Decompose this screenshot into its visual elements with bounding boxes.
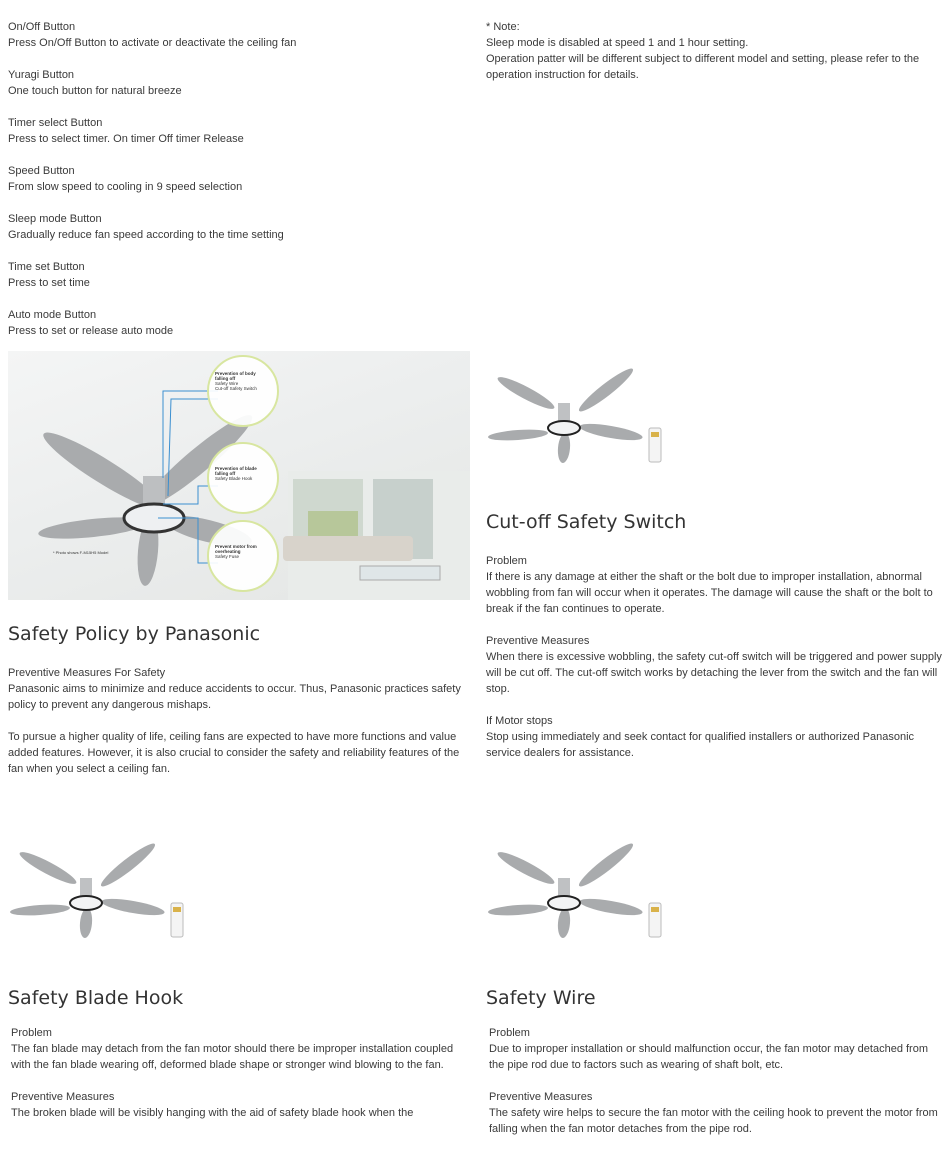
remote-button-list [8,19,468,355]
button-item [8,115,468,147]
section-paragraph: The broken blade will be visibly hanging with the aid of safety blade hook when the [11,1107,414,1119]
callout-motor [215,544,270,559]
fan-product-image [486,368,676,473]
fan-product-image [486,843,676,948]
button-label: Auto mode Button [8,309,97,321]
callout-item: Cut-off Safety Switch [215,386,257,391]
policy-title: Safety Policy by Panasonic [8,623,261,645]
button-label: On/Off Button [8,21,76,33]
button-desc: From slow speed to cooling in 9 speed selection [8,181,243,193]
button-desc: Press to set or release auto mode [8,325,174,337]
policy-text [8,665,463,793]
remote-display [651,907,659,912]
sofa [283,536,413,561]
section-label: Problem [489,1027,530,1039]
cutoff-title: Cut-off Safety Switch [486,511,687,533]
section-label: Problem [11,1027,52,1039]
policy-paragraph: Panasonic aims to minimize and reduce accidents to occur. Thus, Panasonic practices safety policy to prevent any dangerous mishaps. [8,683,461,711]
coffee-table [360,566,440,580]
section-paragraph: The fan blade may detach from the fan motor should there be improper installation coupled with the fan blade wearing off, deformed blade shape or stronger wind blowing to the fan. [11,1043,454,1071]
fan-motor [548,896,580,910]
fan-motor [70,896,102,910]
button-desc: Press On/Off Button to activate or deactivate the ceiling fan [8,37,297,49]
note-line: Operation patter will be different subject to different model and setting, please refer to the operation instruction for details. [486,53,920,81]
button-item [8,259,468,291]
wire-title: Safety Wire [486,987,596,1009]
section-paragraph: The safety wire helps to secure the fan motor with the ceiling hook to prevent the motor from falling when the fan motor detaches from the pipe rod. [489,1107,938,1135]
button-item [8,211,468,243]
fan-illustration [486,843,676,948]
section-paragraph: When there is excessive wobbling, the safety cut-off switch will be triggered and power supply will be cut off. The cut-off switch works by detaching the lever from the switch and the fan will stop. [486,651,942,695]
section-label: Problem [486,555,527,567]
button-desc: One touch button for natural breeze [8,85,182,97]
button-label: Time set Button [8,261,85,273]
bladehook-text [11,1025,471,1137]
button-label: Sleep mode Button [8,213,102,225]
remote-display [651,432,659,437]
button-label: Timer select Button [8,117,103,129]
callout-title: Prevention of body falling off [215,371,256,381]
section-label: Preventive Measures [489,1091,593,1103]
button-label: Speed Button [8,165,75,177]
callout-title: Prevent motor from overheating [215,544,257,554]
photo-caption: * Photo shows F-M15H5 Model [53,550,109,555]
callout-item: Safety Blade Hook [215,476,253,481]
policy-subtitle: Preventive Measures For Safety [8,667,166,679]
button-item [8,19,468,51]
safety-features-photo [8,351,470,600]
callout-blade [215,466,270,481]
button-desc: Press to select timer. On timer Off timer Release [8,133,244,145]
section-paragraph: Stop using immediately and seek contact for qualified installers or authorized Panasonic service dealers for assistance. [486,731,915,759]
remote-display [173,907,181,912]
callout-item: Safety Fuse [215,554,240,559]
section-label: Preventive Measures [11,1091,115,1103]
bladehook-title: Safety Blade Hook [8,987,184,1009]
section-label: Preventive Measures [486,635,590,647]
fan-illustration [8,843,198,948]
note [486,19,946,83]
cutoff-text [486,553,946,777]
button-item [8,307,468,339]
fan-illustration [486,368,676,473]
fan-product-image [8,843,198,948]
button-item [8,163,468,195]
section-label: If Motor stops [486,715,553,727]
callout-item: Safety Wire [215,381,239,386]
section-paragraph: If there is any damage at either the shaft or the bolt due to improper installation, abnormal wobbling from fan will occur when it operates. The damage will cause the shaft or the bolt to break if the fan continues to operate. [486,571,933,615]
note-title: * Note: [486,21,520,33]
button-desc: Press to set time [8,277,90,289]
wire-text [489,1025,939,1153]
callout-title: Prevention of blade falling off [215,466,257,476]
fan-motor [548,421,580,435]
button-desc: Gradually reduce fan speed according to the time setting [8,229,284,241]
section-paragraph: Due to improper installation or should malfunction occur, the fan motor may detached from the pipe rod due to factors such as wearing of shaft bolt, etc. [489,1043,929,1071]
button-label: Yuragi Button [8,69,75,81]
callout-body [215,371,270,391]
note-line: Sleep mode is disabled at speed 1 and 1 hour setting. [486,37,749,49]
policy-paragraph: To pursue a higher quality of life, ceiling fans are expected to have more functions and value added features. However, it is also crucial to consider the safety and reliability features of the fan when you select a ceiling fan. [8,731,460,775]
button-item [8,67,468,99]
